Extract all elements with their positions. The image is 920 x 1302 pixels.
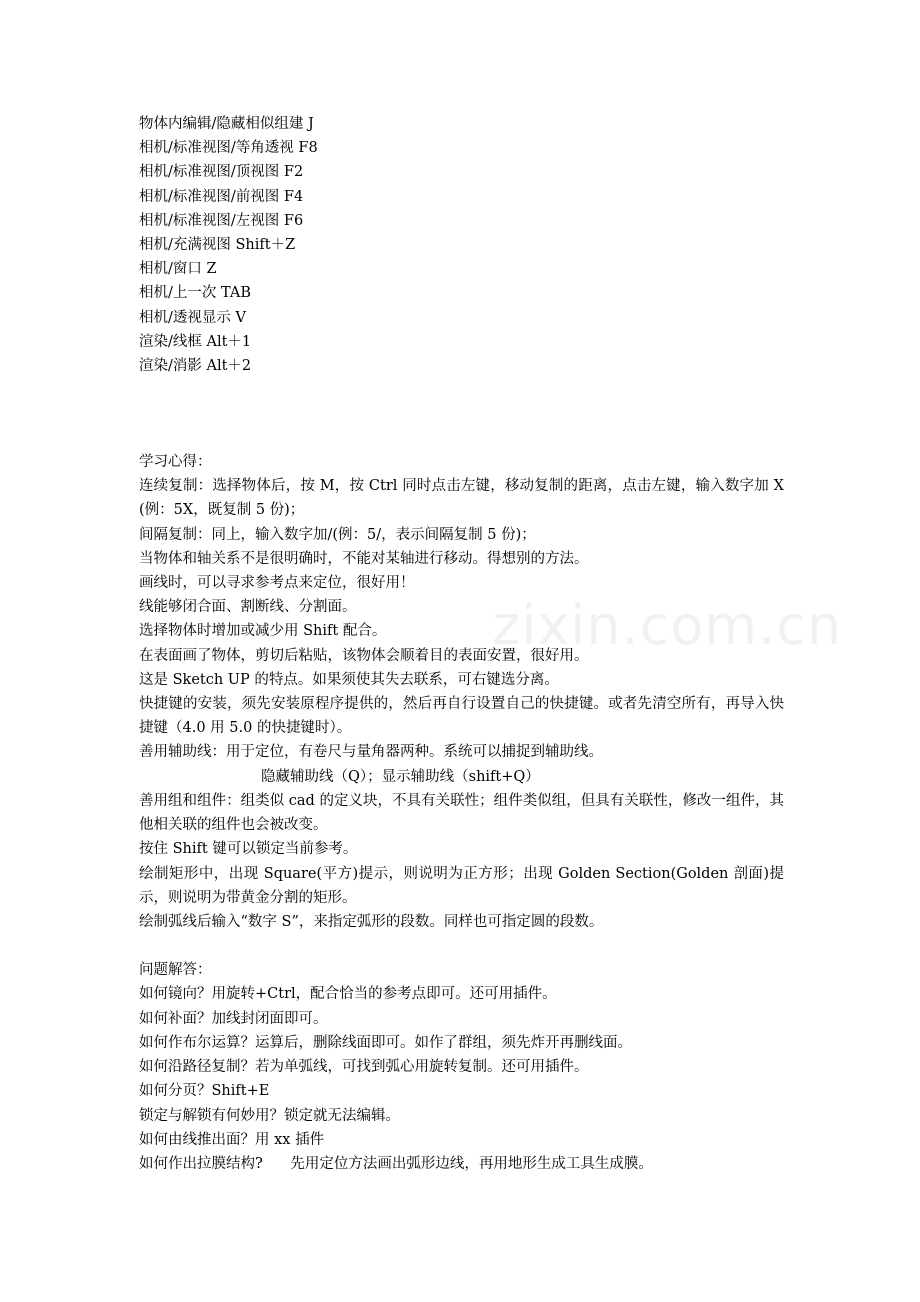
faq-item: 如何镜向？用旋转+Ctrl，配合恰当的参考点即可。还可用插件。: [139, 986, 557, 1003]
shortcut-list: [139, 112, 784, 378]
spacer: [139, 934, 784, 958]
faq-item: 如何分页？Shift+E: [139, 1083, 270, 1100]
document-body: [139, 112, 784, 1176]
note-paragraph: 画线时，可以寻求参考点来定位，很好用！: [139, 575, 415, 592]
faq-item: 如何作出拉膜结构? 先用定位方法画出弧形边线，再用地形生成工具生成膜。: [139, 1155, 653, 1172]
note-paragraph: 快捷键的安装，须先安装原程序提供的，然后再自行设置自己的快捷键。或者先清空所有，再导入快捷键（4.0 用 5.0 的快捷键时）。: [139, 696, 784, 737]
note-paragraph: 选择物体时增加或减少用 Shift 配合。: [139, 623, 387, 640]
section-heading: 问题解答：: [139, 962, 212, 979]
shortcut-line: 相机/标准视图/前视图 F4: [139, 188, 304, 205]
faq-item: 锁定与解锁有何妙用？锁定就无法编辑。: [139, 1107, 400, 1124]
watermark: zixin.com.cn: [492, 594, 843, 657]
note-paragraph: 这是 Sketch UP 的特点。如果须使其失去联系，可右键选分离。: [139, 671, 559, 688]
note-paragraph: 间隔复制：同上，输入数字加/(例：5/，表示间隔复制 5 份)；: [139, 526, 536, 543]
note-indented-line: 隐藏辅助线（Q）；显示辅助线（shift+Q）: [261, 768, 540, 785]
shortcut-line: 相机/透视显示 V: [139, 309, 246, 326]
shortcut-line: 相机/标准视图/等角透视 F8: [139, 140, 318, 157]
spacer: [139, 378, 784, 450]
faq-item: 如何由线推出面？用 xx 插件: [139, 1131, 325, 1148]
shortcut-line: 相机/窗口 Z: [139, 261, 217, 278]
note-paragraph: 绘制矩形中，出现 Square(平方)提示，则说明为正方形；出现 Golden Section(Golden 剖面)提示，则说明为带黄金分割的矩形。: [139, 865, 784, 906]
note-paragraph: 按住 Shift 键可以锁定当前参考。: [139, 841, 358, 858]
section-heading: 学习心得：: [139, 454, 212, 471]
note-paragraph: 在表面画了物体，剪切后粘贴，该物体会顺着目的表面安置，很好用。: [139, 647, 589, 664]
note-paragraph: 线能够闭合面、割断线、分割面。: [139, 599, 357, 616]
shortcut-line: 相机/充满视图 Shift＋Z: [139, 236, 296, 253]
shortcut-line: 渲染/消影 Alt＋2: [139, 357, 252, 374]
note-paragraph: 当物体和轴关系不是很明确时，不能对某轴进行移动。得想别的方法。: [139, 550, 589, 567]
faq-section: [139, 958, 784, 1176]
note-paragraph: 连续复制：选择物体后，按 M，按 Ctrl 同时点击左键，移动复制的距离，点击左键，输入数字加 X(例：5X，既复制 5 份)；: [139, 478, 784, 519]
faq-item: 如何沿路径复制？若为单弧线，可找到弧心用旋转复制。还可用插件。: [139, 1059, 589, 1076]
shortcut-line: 相机/上一次 TAB: [139, 285, 251, 302]
faq-item: 如何补面？加线封闭面即可。: [139, 1010, 328, 1027]
shortcut-line: 相机/标准视图/左视图 F6: [139, 212, 304, 229]
notes-section: [139, 450, 784, 934]
shortcut-line: 物体内编辑/隐藏相似组建 J: [139, 116, 314, 132]
note-paragraph: 善用辅助线：用于定位，有卷尺与量角器两种。系统可以捕捉到辅助线。: [139, 744, 603, 761]
faq-item: 如何作布尔运算？运算后，删除线面即可。如作了群组，须先炸开再删线面。: [139, 1034, 632, 1051]
shortcut-line: 相机/标准视图/顶视图 F2: [139, 164, 304, 181]
note-paragraph: 绘制弧线后输入“数字 S”，来指定弧形的段数。同样也可指定圆的段数。: [139, 913, 604, 930]
shortcut-line: 渲染/线框 Alt＋1: [139, 333, 252, 350]
note-paragraph: 善用组和组件：组类似 cad 的定义块，不具有关联性；组件类似组，但具有关联性，修改一组件，其他相关联的组件也会被改变。: [139, 792, 784, 834]
